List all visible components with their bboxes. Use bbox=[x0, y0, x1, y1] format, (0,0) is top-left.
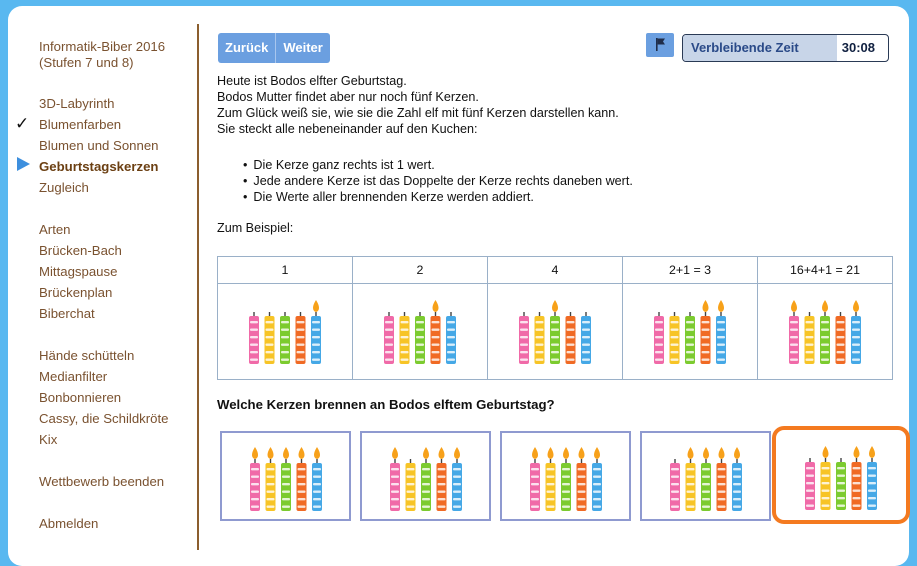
flame-icon bbox=[734, 447, 740, 459]
task-intro-line: Zum Glück weiß sie, wie sie die Zahl elf mit fünf Kerzen darstellen kann. bbox=[217, 106, 619, 120]
candle bbox=[296, 312, 306, 364]
candle bbox=[836, 458, 846, 510]
task-intro-line: Bodos Mutter findet aber nur noch fünf Kerzen. bbox=[217, 90, 479, 104]
candle bbox=[805, 312, 815, 364]
current-task-arrow-icon bbox=[17, 157, 30, 171]
example-value-label: 2+1 = 3 bbox=[623, 257, 758, 284]
logout-link[interactable]: Abmelden bbox=[39, 516, 99, 531]
sidebar-item-arten[interactable]: Arten bbox=[39, 222, 71, 237]
candles-illustration bbox=[386, 445, 466, 513]
sidebar-item-blumen-und-sonnen[interactable]: Blumen und Sonnen bbox=[39, 138, 159, 153]
candle bbox=[576, 447, 586, 511]
candle bbox=[592, 447, 602, 511]
flame-icon bbox=[252, 447, 258, 459]
nav-button-group bbox=[218, 33, 330, 63]
end-contest-link[interactable]: Wettbewerb beenden bbox=[39, 474, 165, 489]
task-intro-line: Heute ist Bodos elfter Geburtstag. bbox=[217, 74, 407, 88]
candles-illustration bbox=[650, 298, 730, 366]
candle bbox=[421, 447, 431, 511]
candle bbox=[249, 312, 259, 364]
task-rule: • Die Kerze ganz rechts ist 1 wert. bbox=[243, 157, 435, 173]
sidebar-item-biberchat[interactable]: Biberchat bbox=[39, 306, 95, 321]
candle bbox=[281, 447, 291, 511]
sidebar-item-kix[interactable]: Kix bbox=[39, 432, 58, 447]
example-candles bbox=[353, 284, 488, 380]
candle bbox=[732, 447, 742, 511]
flame-icon bbox=[854, 446, 860, 458]
candle bbox=[296, 447, 306, 511]
flame-icon bbox=[438, 447, 444, 459]
candle bbox=[701, 300, 711, 364]
example-value-label: 16+4+1 = 21 bbox=[758, 257, 893, 284]
example-table bbox=[217, 256, 893, 380]
candle bbox=[265, 447, 275, 511]
flame-icon bbox=[314, 447, 320, 459]
candle bbox=[701, 447, 711, 511]
candles-illustration bbox=[801, 444, 881, 512]
sidebar-item-geburtstagskerzen[interactable]: Geburtstagskerzen bbox=[39, 159, 159, 174]
answer-option-4[interactable] bbox=[640, 431, 771, 521]
flame-icon bbox=[283, 447, 289, 459]
candle bbox=[716, 447, 726, 511]
candle bbox=[685, 447, 695, 511]
candle bbox=[311, 300, 321, 364]
flame-icon bbox=[392, 447, 398, 459]
candle bbox=[670, 312, 680, 364]
candle bbox=[265, 312, 275, 364]
remaining-time-value: 30:08 bbox=[841, 40, 875, 55]
example-candles bbox=[623, 284, 758, 380]
candle bbox=[550, 300, 560, 364]
flame-icon bbox=[853, 300, 859, 312]
example-value-label: 4 bbox=[488, 257, 623, 284]
remaining-time-box bbox=[682, 34, 889, 62]
candle bbox=[431, 300, 441, 364]
candle bbox=[685, 312, 695, 364]
example-value-label: 1 bbox=[218, 257, 353, 284]
flame-icon bbox=[791, 300, 797, 312]
sidebar-item-haende-schuetteln[interactable]: Hände schütteln bbox=[39, 348, 135, 363]
answer-option-1[interactable] bbox=[220, 431, 351, 521]
candle bbox=[581, 312, 591, 364]
candle bbox=[452, 447, 462, 511]
flame-icon bbox=[718, 300, 724, 312]
candles-illustration bbox=[666, 445, 746, 513]
flag-button[interactable] bbox=[646, 33, 674, 57]
remaining-time-label: Verbleibende Zeit bbox=[691, 40, 799, 55]
sidebar-item-brueckenplan[interactable]: Brückenplan bbox=[39, 285, 113, 300]
flame-icon bbox=[869, 446, 875, 458]
candle bbox=[545, 447, 555, 511]
candles-illustration bbox=[515, 298, 595, 366]
candle bbox=[716, 300, 726, 364]
example-label: Zum Beispiel: bbox=[217, 221, 294, 235]
candle bbox=[805, 458, 815, 510]
sidebar-item-mittagspause[interactable]: Mittagspause bbox=[39, 264, 118, 279]
flame-icon bbox=[552, 300, 558, 312]
sidebar-divider bbox=[197, 24, 199, 550]
flame-icon bbox=[433, 300, 439, 312]
checkmark-icon: ✓ bbox=[15, 114, 30, 133]
task-rule: • Jede andere Kerze ist das Doppelte der Kerze rechts daneben wert. bbox=[243, 173, 633, 189]
flame-icon bbox=[298, 447, 304, 459]
flame-icon bbox=[594, 447, 600, 459]
candle bbox=[519, 312, 529, 364]
candle bbox=[280, 312, 290, 364]
candle bbox=[821, 446, 831, 510]
flag-icon bbox=[646, 33, 674, 57]
next-button[interactable]: Weiter bbox=[283, 40, 323, 55]
flame-icon bbox=[423, 447, 429, 459]
candle bbox=[436, 447, 446, 511]
flame-icon bbox=[532, 447, 538, 459]
example-candles bbox=[758, 284, 893, 380]
candle bbox=[530, 447, 540, 511]
sidebar-item-3d-labyrinth[interactable]: 3D-Labyrinth bbox=[39, 96, 115, 111]
candle bbox=[400, 312, 410, 364]
candles-illustration bbox=[245, 298, 325, 366]
candle bbox=[851, 300, 861, 364]
candle bbox=[250, 447, 260, 511]
answer-option-2[interactable] bbox=[360, 431, 491, 521]
task-rule: • Die Werte aller brennenden Kerze werden addiert. bbox=[243, 189, 534, 205]
example-candles bbox=[218, 284, 353, 380]
contest-title: Informatik-Biber 2016 bbox=[39, 39, 166, 54]
candle bbox=[820, 300, 830, 364]
candle bbox=[670, 459, 680, 511]
sidebar-item-medianfilter[interactable]: Medianfilter bbox=[39, 369, 108, 384]
candle bbox=[789, 300, 799, 364]
candle bbox=[312, 447, 322, 511]
flame-icon bbox=[822, 300, 828, 312]
candle bbox=[390, 447, 400, 511]
sidebar-item-bonbonnieren[interactable]: Bonbonnieren bbox=[39, 390, 122, 405]
flame-icon bbox=[823, 446, 829, 458]
candle bbox=[561, 447, 571, 511]
flame-icon bbox=[718, 447, 724, 459]
flame-icon bbox=[313, 300, 319, 312]
candle bbox=[566, 312, 576, 364]
sidebar-item-blumenfarben[interactable]: Blumenfarben bbox=[39, 117, 122, 132]
flame-icon bbox=[703, 447, 709, 459]
candles-illustration bbox=[526, 445, 606, 513]
sidebar-item-bruecken-bach[interactable]: Brücken-Bach bbox=[39, 243, 122, 258]
answer-option-5[interactable] bbox=[772, 426, 910, 524]
flame-icon bbox=[267, 447, 273, 459]
candle bbox=[836, 312, 846, 364]
candle bbox=[384, 312, 394, 364]
candles-illustration bbox=[785, 298, 865, 366]
question-text: Welche Kerzen brennen an Bodos elftem Geburtstag? bbox=[217, 397, 555, 412]
contest-subtitle: (Stufen 7 und 8) bbox=[39, 55, 134, 70]
candle bbox=[415, 312, 425, 364]
candle bbox=[852, 446, 862, 510]
candle bbox=[535, 312, 545, 364]
flame-icon bbox=[578, 447, 584, 459]
candle bbox=[654, 312, 664, 364]
flame-icon bbox=[687, 447, 693, 459]
task-intro-line: Sie steckt alle nebeneinander auf den Kuchen: bbox=[217, 122, 478, 136]
flame-icon bbox=[454, 447, 460, 459]
candle bbox=[446, 312, 456, 364]
candles-illustration bbox=[246, 445, 326, 513]
sidebar-item-zugleich[interactable]: Zugleich bbox=[39, 180, 89, 195]
back-button[interactable]: Zurück bbox=[225, 40, 269, 55]
flame-icon bbox=[703, 300, 709, 312]
candle bbox=[405, 459, 415, 511]
candle bbox=[867, 446, 877, 510]
example-candles bbox=[488, 284, 623, 380]
sidebar-item-cassy[interactable]: Cassy, die Schildkröte bbox=[39, 411, 169, 426]
flame-icon bbox=[563, 447, 569, 459]
example-value-label: 2 bbox=[353, 257, 488, 284]
candles-illustration bbox=[380, 298, 460, 366]
answer-option-3[interactable] bbox=[500, 431, 631, 521]
flame-icon bbox=[547, 447, 553, 459]
